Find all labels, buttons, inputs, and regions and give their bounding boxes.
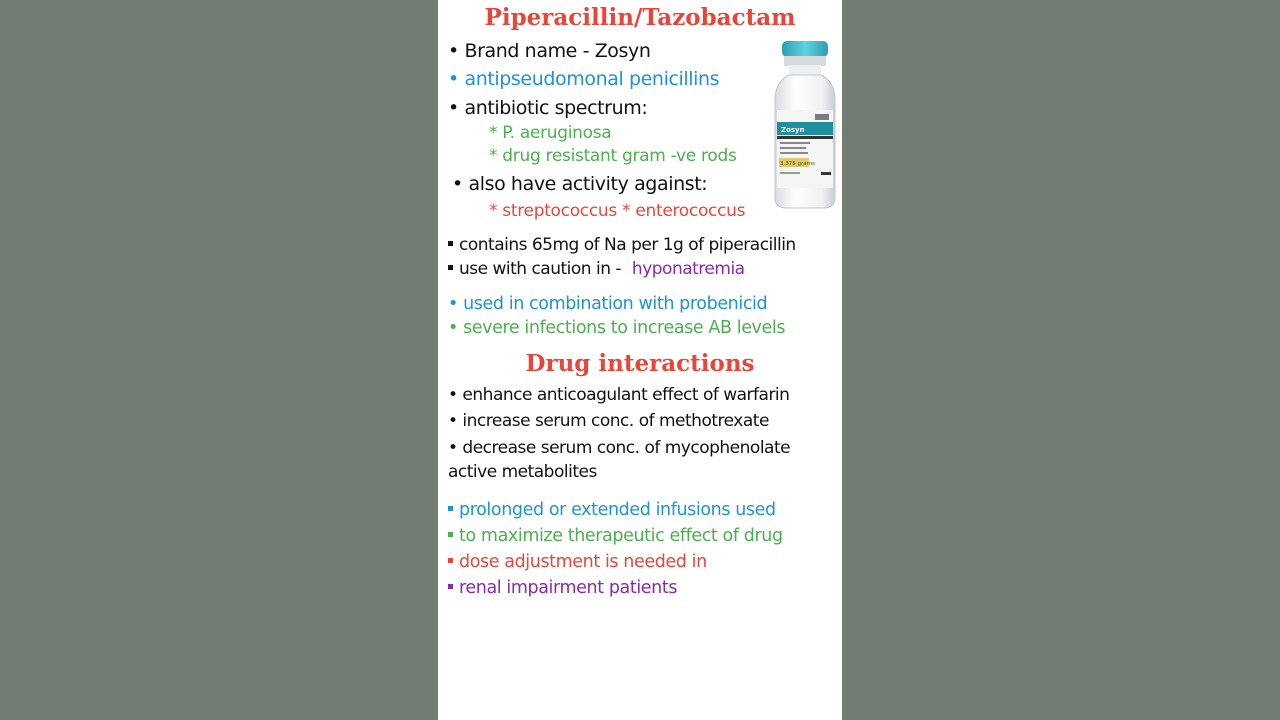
note-dose-adjustment xyxy=(448,552,707,572)
document-page xyxy=(438,0,842,720)
note-renal xyxy=(448,578,677,598)
note-maximize xyxy=(448,526,783,546)
note-text: prolonged or extended infusions used xyxy=(459,500,776,520)
bullet-square xyxy=(448,241,453,246)
caution-text: use with caution in - xyxy=(459,259,626,279)
interaction-item-1: • enhance anticoagulant effect of warfarin xyxy=(448,385,790,405)
activity-heading: • also have activity against: xyxy=(452,173,708,195)
sodium-content-line xyxy=(448,235,796,255)
bullet-square xyxy=(448,506,453,511)
bullet-square xyxy=(448,584,453,589)
probenecid-line: • used in combination with probenicid xyxy=(448,294,768,314)
vial-dose-label: 3.375 grams xyxy=(780,161,815,167)
spectrum-item-1: * P. aeruginosa xyxy=(489,123,612,143)
sodium-text: contains 65mg of Na per 1g of piperacillin xyxy=(459,235,796,255)
caution-line xyxy=(448,259,745,279)
interaction-item-2: • increase serum conc. of methotrexate xyxy=(448,411,769,431)
note-text: dose adjustment is needed in xyxy=(459,552,707,572)
interaction-item-3-cont: active metabolites xyxy=(448,462,597,482)
vial-brand-label: Zosyn xyxy=(781,126,805,134)
zosyn-vial-image xyxy=(771,38,839,210)
caution-condition: hyponatremia xyxy=(631,259,745,279)
bullet-square xyxy=(448,532,453,537)
page-title: Piperacillin/Tazobactam xyxy=(484,4,796,31)
bullet-square xyxy=(448,558,453,563)
activity-items: * streptococcus * enterococcus xyxy=(489,201,746,221)
bullet-square xyxy=(448,265,453,270)
spectrum-item-2: * drug resistant gram -ve rods xyxy=(489,146,737,166)
note-text: renal impairment patients xyxy=(459,578,678,598)
note-infusions xyxy=(448,500,776,520)
note-text: to maximize therapeutic effect of drug xyxy=(459,526,783,546)
drug-class-line: • antipseudomonal penicillins xyxy=(448,68,720,90)
interactions-heading: Drug interactions xyxy=(525,350,755,377)
interaction-item-3: • decrease serum conc. of mycophenolate xyxy=(448,438,791,458)
spectrum-heading: • antibiotic spectrum: xyxy=(448,97,648,119)
severe-infection-line: • severe infections to increase AB levels xyxy=(448,318,786,338)
brand-name-line: • Brand name - Zosyn xyxy=(448,40,651,62)
